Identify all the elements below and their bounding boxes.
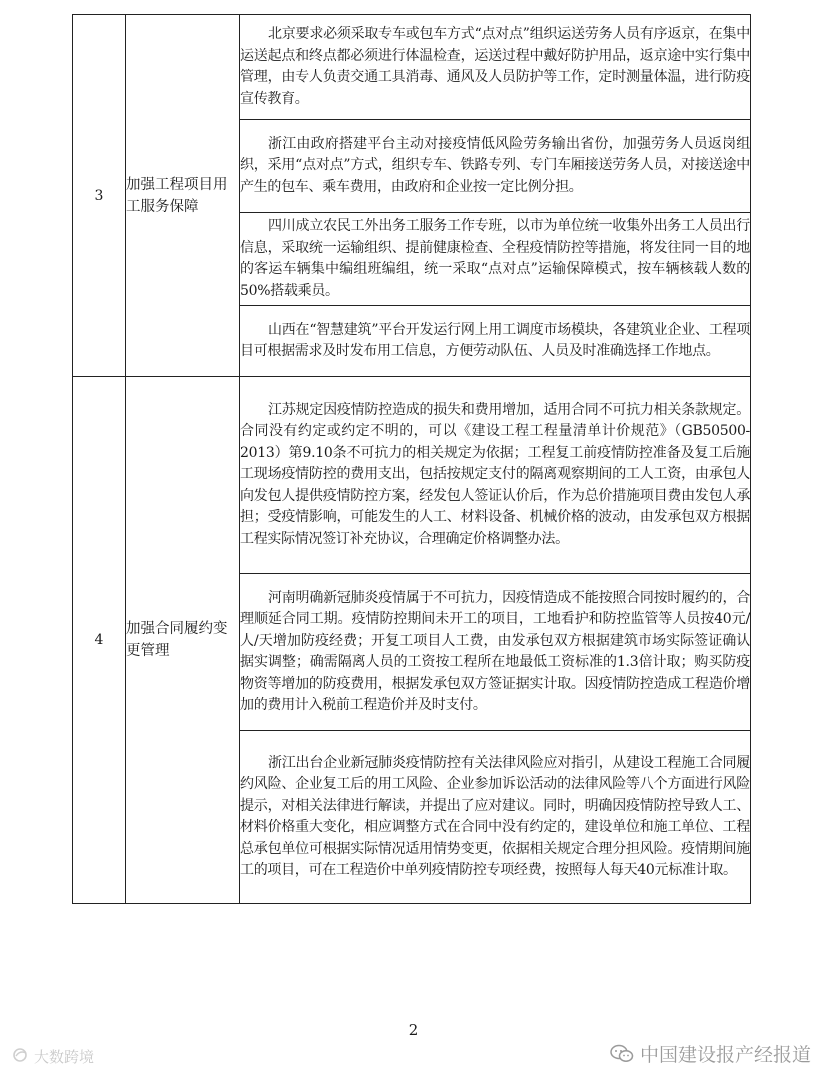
table-row (73, 377, 751, 574)
logo-icon (12, 1047, 30, 1067)
row-item-title: 加强工程项目用工服务保障 (126, 15, 240, 377)
content-cell: 浙江由政府搭建平台主动对接疫情低风险劳务输出省份，加强劳务人员返岗组织，采用“点对点”方式，组织专车、铁路专列、专门车厢接送劳务人员，对接送途中产生的包车、乘车费用，由政府和企业按一定比例分担。 (240, 120, 751, 213)
row-number: 4 (73, 377, 126, 904)
content-cell: 山西在“智慧建筑”平台开发运行网上用工调度市场模块，各建筑业企业、工程项目可根据需求及时发布用工信息，方便劳动队伍、人员及时准确选择工作地点。 (240, 306, 751, 377)
content-cell: 浙江出台企业新冠肺炎疫情防控有关法律风险应对指引，从建设工程施工合同履约风险、企业复工后的用工风险、企业参加诉讼活动的法律风险等八个方面进行风险提示，对相关法律进行解读，并提出了应对建议。同时，明确因疫情防控导致人工、材料价格重大变化，相应调整方式在合同中没有约定的，建设单位和施工单位、工程总承包单位可根据实际情况适用情势变更，依据相关规定合理分担风险。疫情期间施工的项目，可在工程造价中单列疫情防控专项经费，按照每人每天40元标准计取。 (240, 731, 751, 904)
page-number: 2 (408, 1021, 419, 1039)
wechat-icon (610, 1044, 634, 1064)
content-cell: 河南明确新冠肺炎疫情属于不可抗力，因疫情造成不能按照合同按时履约的，合理顺延合同工期。疫情防控期间未开工的项目，工地看护和防控监管等人员按40元/人/天增加防疫经费；开复工项目人工费，由发承包双方根据建筑市场实际签证确认据实调整；确需隔离人员的工资按工程所在地最低工资标准的1.3倍计取；购买防疫物资等增加的防疫费用，根据发承包双方签证据实计取。因疫情防控造成工程造价增加的费用计入税前工程造价并及时支付。 (240, 574, 751, 731)
row-number: 3 (73, 15, 126, 377)
watermark-left (12, 1046, 94, 1067)
table-row (73, 15, 751, 120)
policy-table (72, 14, 751, 904)
watermark-right (610, 1040, 811, 1067)
content-cell: 江苏规定因疫情防控造成的损失和费用增加，适用合同不可抗力相关条款规定。合同没有约定或约定不明的，可以《建设工程工程量清单计价规范》（GB50500-2013）第9.10条不可抗力的相关规定为依据；工程复工前疫情防控准备及复工后施工现场疫情防控的费用支出，包括按规定支付的隔离观察期间的工人工资，由承包人向发包人提供疫情防控方案，经发包人签证认价后，作为总价措施项目费由发包人承担；受疫情影响，可能发生的人工、材料设备、机械价格的波动，由发承包双方根据工程实际情况签订补充协议，合理确定价格调整办法。 (240, 377, 751, 574)
watermark-right-text: 中国建设报产经报道 (639, 1044, 811, 1066)
content-cell: 北京要求必须采取专车或包车方式“点对点”组织运送劳务人员有序返京，在集中运送起点和终点都必须进行体温检查，运送过程中戴好防护用品，返京途中实行集中管理，由专人负责交通工具消毒、通风及人员防护等工作，定时测量体温，进行防疫宣传教育。 (240, 15, 751, 120)
row-item-title: 加强合同履约变更管理 (126, 377, 240, 904)
watermark-left-text: 大数跨境 (34, 1048, 95, 1066)
content-cell: 四川成立农民工外出务工服务工作专班，以市为单位统一收集外出务工人员出行信息，采取统一运输组织、提前健康检查、全程疫情防控等措施，将发往同一目的地的客运车辆集中编组班编组，统一采取“点对点”运输保障模式，按车辆核载人数的50%搭载乘员。 (240, 213, 751, 306)
